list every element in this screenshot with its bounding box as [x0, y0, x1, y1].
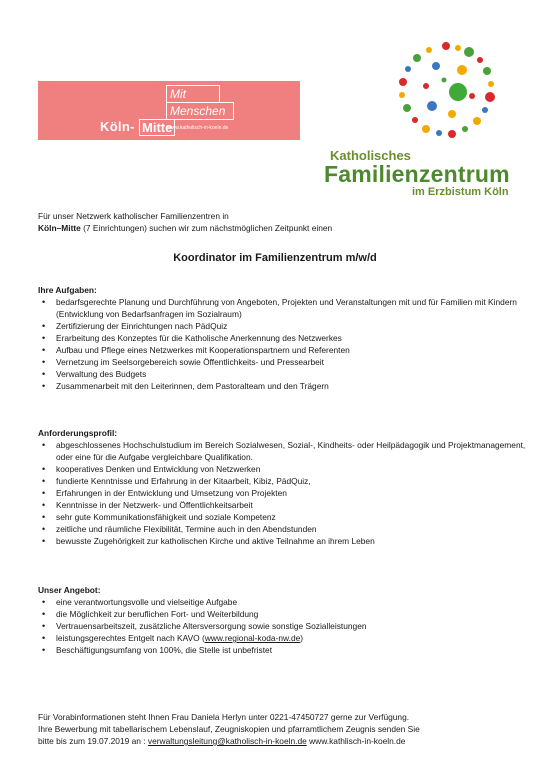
list-item: • Zertifizierung der Einrichtungen nach PädQuiz [38, 320, 528, 332]
job-title: Koordinator im Familienzentrum m/w/d [173, 252, 377, 264]
list-item: • zeitliche und räumliche Flexibilität, Termine auch in den Abendstunden [38, 523, 528, 535]
intro-text [38, 210, 332, 234]
footer-line-2: Ihre Bewerbung mit tabellarischem Lebenslauf, Zeugniskopien und pfarramtlichem Zeugnis senden Sie [38, 724, 420, 734]
list-item: • bedarfsgerechte Planung und Durchführung von Angeboten, Projekten und Veranstaltungen mit und für Familien mit Kindern (Entwicklung von Bedarfsanfragen im Sozialraum) [38, 296, 528, 320]
intro-line-1: Für unser Netzwerk katholischer Familienzentren in [38, 211, 229, 221]
list-item: • Vertrauensarbeitszeit, zusätzliche Altersversorgung sowie sonstige Sozialleistungen [38, 620, 528, 632]
list-item: • eine verantwortungsvolle und vielseitige Aufgabe [38, 596, 528, 608]
list-item: • Zusammenarbeit mit den Leiterinnen, dem Pastoralteam und den Trägern [38, 380, 528, 392]
regional-koda-link[interactable]: www.regional-koda-nw.de [204, 633, 301, 643]
intro-line-2-rest: (7 Einrichtungen) suchen wir zum nächstmöglichen Zeitpunkt einen [80, 223, 333, 233]
list-item: • Aufbau und Pflege eines Netzwerkes mit Kooperationspartnern und Referenten [38, 344, 528, 356]
list-item: • bewusste Zugehörigkeit zur katholischen Kirche und aktive Teilnahme an ihrem Leben [38, 535, 528, 547]
profil-list [38, 439, 528, 547]
website-text: www.kathlisch-in-koeln.de [306, 736, 406, 746]
footer-line-3 [38, 735, 420, 747]
footer-line-1: Für Vorabinformationen steht Ihnen Frau Daniela Herlyn unter 0221-47450727 gerne zur Verfügung. [38, 712, 410, 722]
logo-mit-text: Mit [166, 85, 220, 103]
section-angebot-heading: Unser Angebot: [38, 585, 101, 595]
intro-line-2 [38, 222, 332, 234]
logo-mitte-text: Mitte [139, 119, 175, 136]
section-anforderungsprofil [38, 427, 528, 547]
list-item-kavo [38, 632, 528, 644]
list-item: • Beschäftigungsumfang von 100%, die Stelle ist unbefristet [38, 644, 528, 656]
list-item: • Erfahrungen in der Entwicklung und Umsetzung von Projekten [38, 487, 528, 499]
list-item: • kooperatives Denken und Entwicklung von Netzwerken [38, 463, 528, 475]
logo-koeln-text: Köln- [100, 119, 135, 134]
list-item: • abgeschlossenes Hochschulstudium im Bereich Sozialwesen, Sozial-, Kindheits- oder Heilpädagogik und Projektmanagement, oder eine für die Aufgabe vergleichbare Qualifikation. [38, 439, 528, 463]
aufgaben-list [38, 296, 528, 392]
logo-menschen-text: Menschen [166, 102, 234, 120]
kavo-suffix: ) [300, 633, 304, 643]
list-item: • sehr gute Kommunikationsfähigkeit und soziale Kompetenz [38, 511, 528, 523]
list-item: • Verwaltung des Budgets [38, 368, 528, 380]
contact-footer [38, 711, 420, 747]
section-profil-heading: Anforderungsprofil: [38, 428, 118, 438]
email-link[interactable]: verwaltungsleitung@katholisch-in-koeln.de [147, 736, 307, 746]
list-item: • fundierte Kenntnisse und Erfahrung in der Kitaarbeit, Kibiz, PädQuiz, [38, 475, 528, 487]
footer-line-3-prefix: bitte bis zum 19.07.2019 an : [38, 736, 148, 746]
brand-line-katholisches: Katholisches [330, 148, 411, 163]
list-item: • Kenntnisse in der Netzwerk- und Öffentlichkeitsarbeit [38, 499, 528, 511]
list-item: • die Möglichkeit zur beruflichen Fort- und Weiterbildung [38, 608, 528, 620]
logo-url-text: www.katholisch-in-koeln.de [168, 125, 229, 131]
brand-line-familienzentrum: Familienzentrum [324, 161, 510, 187]
section-aufgaben [38, 284, 528, 392]
section-aufgaben-heading: Ihre Aufgaben: [38, 285, 97, 295]
mit-menschen-logo [38, 81, 300, 140]
kavo-prefix: leistungsgerechtes Entgelt nach KAVO ( [56, 633, 205, 643]
angebot-list [38, 596, 528, 656]
section-angebot [38, 584, 528, 656]
list-item: • Erarbeitung des Konzeptes für die Katholische Anerkennung des Netzwerkes [38, 332, 528, 344]
familienzentrum-dots-logo [396, 40, 498, 142]
brand-line-erzbistum: im Erzbistum Köln [412, 186, 509, 198]
intro-location: Köln–Mitte [38, 223, 81, 233]
list-item: • Vernetzung im Seelsorgebereich sowie Öffentlichkeits- und Pressearbeit [38, 356, 528, 368]
